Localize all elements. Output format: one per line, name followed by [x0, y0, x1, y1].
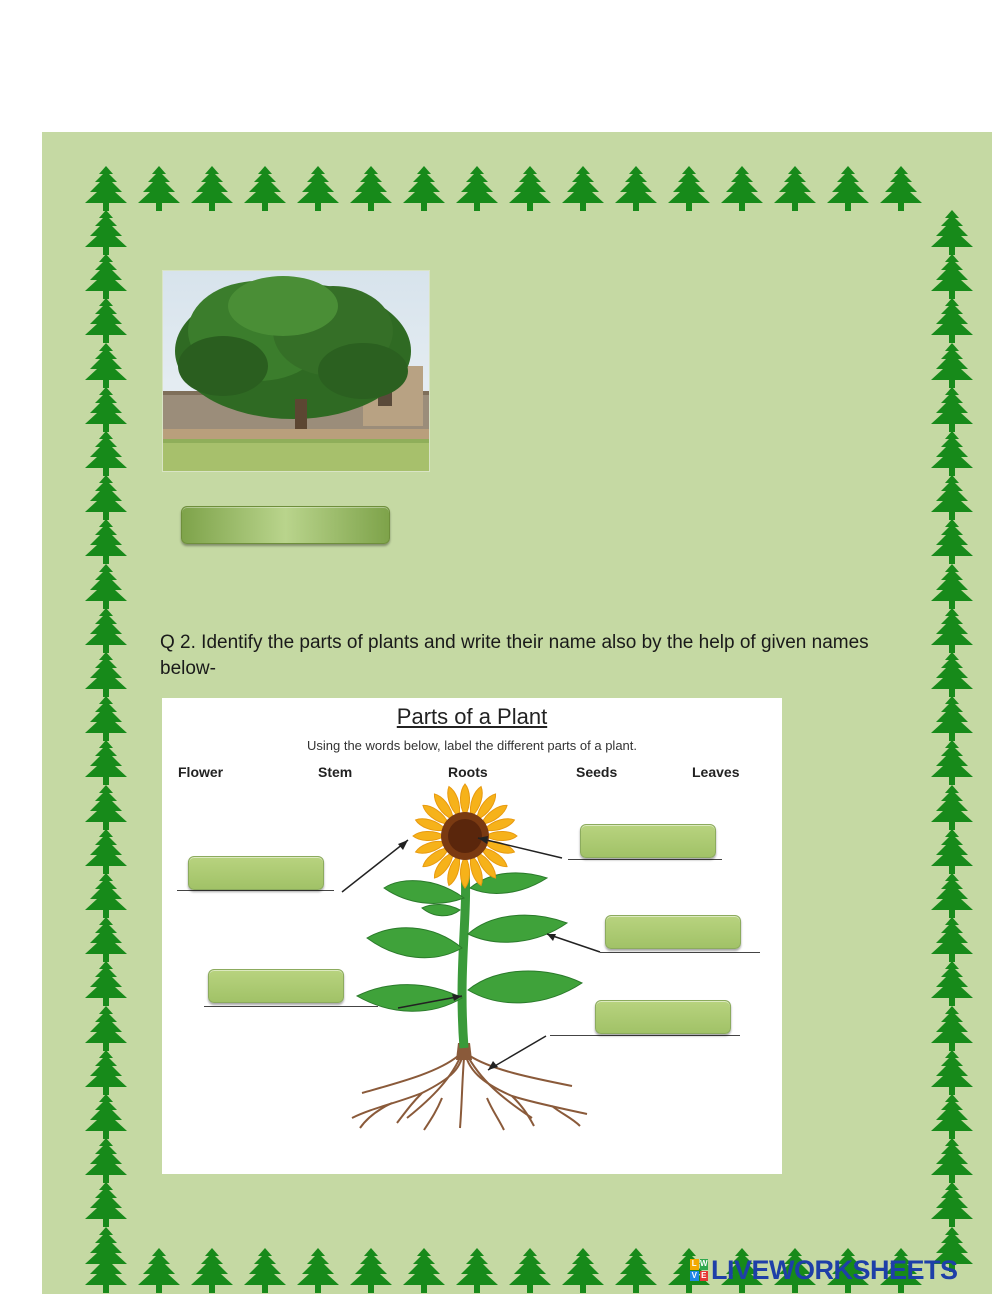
pine-tree-icon — [928, 431, 976, 477]
pine-tree-icon — [771, 166, 819, 212]
pine-tree-icon — [82, 1182, 130, 1228]
pine-tree-icon — [928, 696, 976, 742]
pine-tree-icon — [928, 1094, 976, 1140]
pine-tree-icon — [928, 1182, 976, 1228]
pine-tree-icon — [82, 608, 130, 654]
roots-illustration — [352, 1048, 587, 1130]
flower-illustration — [413, 784, 517, 888]
label-line-4 — [204, 1006, 378, 1007]
pine-tree-icon — [82, 785, 130, 831]
pine-tree-icon — [82, 917, 130, 963]
pine-tree-icon — [82, 1227, 130, 1273]
pine-tree-icon — [294, 166, 342, 212]
pine-tree-icon — [928, 873, 976, 919]
pine-tree-icon — [928, 1050, 976, 1096]
word-leaves: Leaves — [692, 764, 740, 780]
pine-tree-icon — [82, 431, 130, 477]
pine-tree-icon — [82, 1094, 130, 1140]
pine-tree-icon — [928, 343, 976, 389]
pine-tree-icon — [928, 564, 976, 610]
label-line-1 — [177, 890, 334, 891]
pine-tree-icon — [559, 166, 607, 212]
pine-tree-icon — [612, 1248, 660, 1294]
pine-tree-icon — [928, 387, 976, 433]
pine-tree-icon — [928, 298, 976, 344]
pine-tree-icon — [82, 1050, 130, 1096]
petal — [413, 831, 445, 840]
pine-tree-icon — [82, 1006, 130, 1052]
pine-tree-icon — [928, 829, 976, 875]
pine-tree-icon — [506, 1248, 554, 1294]
pine-tree-icon — [928, 210, 976, 256]
pine-tree-icon — [400, 1248, 448, 1294]
pine-tree-icon — [400, 166, 448, 212]
pine-tree-icon — [928, 475, 976, 521]
pine-tree-icon — [928, 254, 976, 300]
pine-tree-icon — [82, 166, 130, 212]
pine-tree-icon — [877, 166, 925, 212]
pine-tree-icon — [241, 1248, 289, 1294]
pine-tree-icon — [82, 564, 130, 610]
tree-photo — [162, 270, 430, 472]
pine-tree-icon — [928, 961, 976, 1007]
pine-tree-icon — [82, 519, 130, 565]
pine-tree-icon — [82, 343, 130, 389]
pine-tree-icon — [347, 1248, 395, 1294]
pine-tree-icon — [82, 210, 130, 256]
pine-tree-icon — [928, 917, 976, 963]
diagram-title: Parts of a Plant — [396, 704, 548, 729]
pine-tree-icon — [82, 652, 130, 698]
pine-tree-icon — [82, 475, 130, 521]
word-stem: Stem — [318, 764, 353, 780]
pine-tree-icon — [453, 166, 501, 212]
word-flower: Flower — [178, 764, 224, 780]
label-input-top-right[interactable] — [580, 824, 716, 858]
logo-badge-icon: L W V E — [691, 1259, 708, 1280]
pine-tree-icon — [453, 1248, 501, 1294]
diagram-instruction: Using the words below, label the different parts of a plant. — [306, 738, 637, 753]
pine-tree-icon — [82, 254, 130, 300]
pine-tree-icon — [665, 166, 713, 212]
label-input-flower-left[interactable] — [188, 856, 324, 890]
pine-tree-icon — [82, 387, 130, 433]
word-roots: Roots — [448, 764, 488, 780]
label-input-stem-left[interactable] — [208, 969, 344, 1003]
stem-illustration — [462, 868, 466, 1048]
question-text: Q 2. Identify the parts of plants and write their name also by the help of given names below- — [160, 632, 869, 679]
pine-tree-icon — [928, 740, 976, 786]
pine-tree-icon — [82, 1138, 130, 1184]
pine-tree-icon — [928, 608, 976, 654]
pine-tree-icon — [82, 961, 130, 1007]
pine-tree-icon — [928, 1006, 976, 1052]
worksheet-page — [42, 132, 992, 1294]
pine-tree-icon — [612, 166, 660, 212]
pine-tree-icon — [82, 740, 130, 786]
label-line-5 — [550, 1035, 740, 1036]
liveworksheets-logo — [690, 1254, 958, 1286]
pine-tree-icon — [188, 1248, 236, 1294]
pine-tree-icon — [294, 1248, 342, 1294]
pine-tree-icon — [347, 166, 395, 212]
pine-tree-icon — [718, 166, 766, 212]
logo-text: LIVEWORKSHEETS — [711, 1254, 958, 1285]
label-input-leaf-right[interactable] — [605, 915, 741, 949]
pine-tree-icon — [506, 166, 554, 212]
pine-tree-icon — [928, 652, 976, 698]
label-line-3 — [600, 952, 760, 953]
pine-tree-icon — [824, 166, 872, 212]
pine-tree-icon — [82, 298, 130, 344]
pine-tree-icon — [928, 519, 976, 565]
pine-tree-icon — [928, 1138, 976, 1184]
pine-tree-icon — [559, 1248, 607, 1294]
pine-tree-icon — [135, 1248, 183, 1294]
pine-tree-icon — [82, 829, 130, 875]
petal — [460, 784, 469, 816]
pine-tree-icon — [82, 696, 130, 742]
answer-input-1[interactable] — [181, 506, 390, 544]
label-line-2 — [568, 859, 722, 860]
label-input-roots-right[interactable] — [595, 1000, 731, 1034]
pine-tree-icon — [135, 166, 183, 212]
petal — [460, 856, 469, 888]
pine-tree-icon — [82, 873, 130, 919]
pine-tree-icon — [928, 785, 976, 831]
pine-tree-icon — [188, 166, 236, 212]
pine-tree-icon — [241, 166, 289, 212]
word-seeds: Seeds — [576, 764, 618, 780]
petal — [485, 831, 517, 840]
